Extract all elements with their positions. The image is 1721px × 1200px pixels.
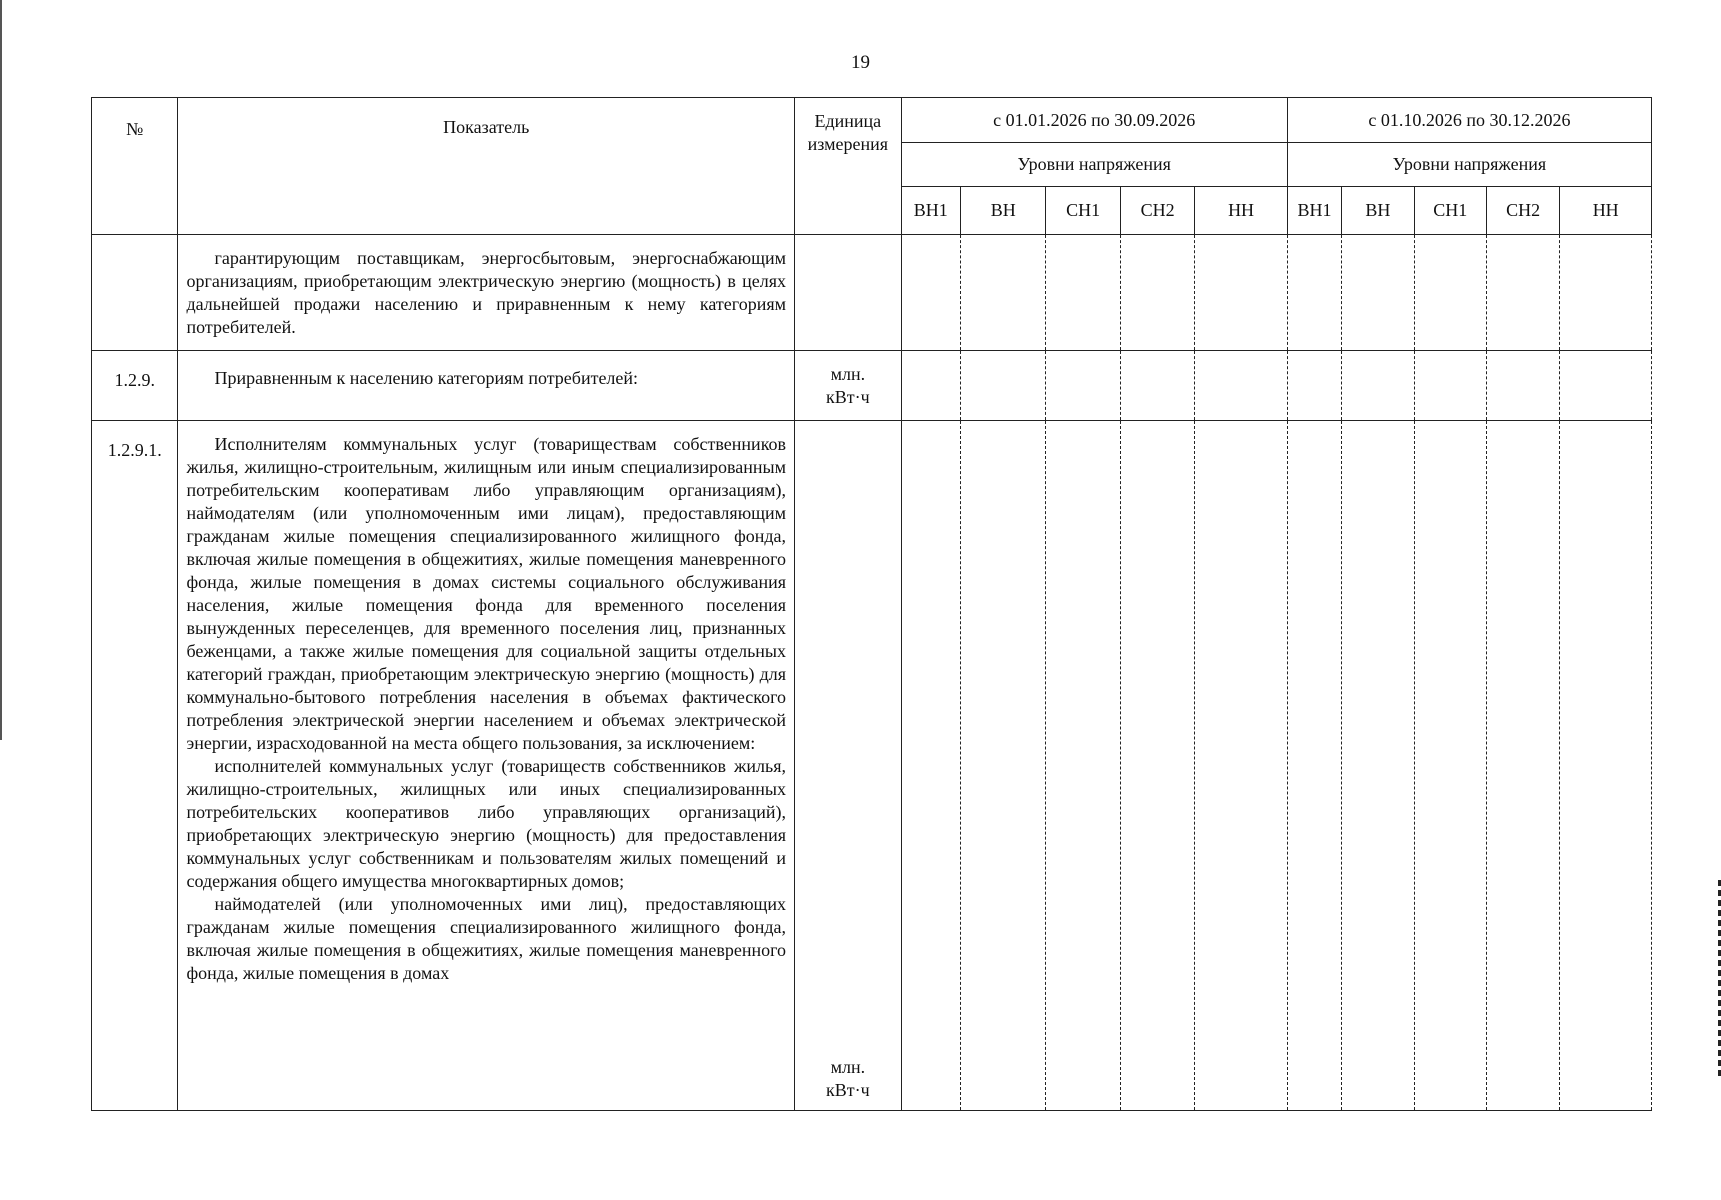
value-cell (1414, 235, 1486, 351)
value-cell (1046, 421, 1120, 1111)
row-indicator-text (178, 235, 795, 351)
scan-edge-left (0, 0, 2, 740)
code-sn2: СН2 (1120, 187, 1194, 235)
row-paragraph: Приравненным к населению категориям потребителей: (214, 368, 639, 388)
header-row-1 (92, 98, 1652, 143)
code-vn1: ВН1 (901, 187, 960, 235)
code-sn1: СН1 (1046, 187, 1120, 235)
value-cell (1120, 235, 1194, 351)
row-indicator-text (178, 351, 795, 421)
value-cell (1342, 421, 1414, 1111)
value-cell (960, 235, 1045, 351)
row-indicator-text (178, 421, 795, 1111)
value-cell (960, 351, 1045, 421)
header-no: № (92, 98, 178, 235)
row-paragraph: исполнителей коммунальных услуг (товариществ собственников жилья, жилищно-строительных, жилищных или иных специализированных потребительских кооперативов либо управляющих организаций), приобретающих электрическую энергию (мощность) для предоставления коммунальных услуг собственникам и пользователям жилых помещений и содержания общего имущества многоквартирных домов; (186, 756, 787, 891)
row-unit-line2: кВт·ч (826, 387, 870, 407)
value-cell (1195, 235, 1288, 351)
value-cell (1120, 421, 1194, 1111)
value-cell (1046, 351, 1120, 421)
table-row (92, 351, 1652, 421)
row-number: 1.2.9.1. (92, 421, 178, 1111)
value-cell (1560, 421, 1652, 1111)
value-cell (1120, 351, 1194, 421)
row-unit-line1: млн. (830, 1057, 866, 1077)
value-cell (1414, 421, 1486, 1111)
header-period-1: с 01.01.2026 по 30.09.2026 (901, 98, 1287, 143)
value-cell (1342, 351, 1414, 421)
table-row (92, 421, 1652, 1111)
row-paragraph: гарантирующим поставщикам, энергосбытовым, энергоснабжающим организациям, приобретающим электрическую энергию (мощность) в целях дальнейшей продажи населению и приравненным к нему категориям потребителей. (186, 248, 787, 337)
value-cell (1414, 351, 1486, 421)
value-cell (960, 421, 1045, 1111)
value-cell (901, 421, 960, 1111)
value-cell (1560, 351, 1652, 421)
value-cell (1287, 351, 1341, 421)
value-cell (1287, 235, 1341, 351)
row-unit (795, 351, 902, 421)
header-unit (795, 98, 902, 235)
value-cell (901, 351, 960, 421)
header-unit-line2: измерения (807, 134, 889, 154)
page-number: 19 (851, 52, 870, 73)
value-cell (901, 235, 960, 351)
code-vn: ВН (960, 187, 1045, 235)
value-cell (1486, 421, 1559, 1111)
value-cell (1287, 421, 1341, 1111)
code-vn1: ВН1 (1287, 187, 1341, 235)
header-voltage-levels-2: Уровни напряжения (1287, 143, 1651, 187)
code-vn: ВН (1342, 187, 1414, 235)
row-number (92, 235, 178, 351)
header-voltage-levels-1: Уровни напряжения (901, 143, 1287, 187)
value-cell (1342, 235, 1414, 351)
row-unit-line1: млн. (830, 364, 866, 384)
value-cell (1486, 235, 1559, 351)
value-cell (1486, 351, 1559, 421)
value-cell (1046, 235, 1120, 351)
code-nn: НН (1560, 187, 1652, 235)
tariff-table (91, 97, 1652, 1111)
header-indicator: Показатель (178, 98, 795, 235)
header-period-2: с 01.10.2026 по 30.12.2026 (1287, 98, 1651, 143)
header-unit-line1: Единица (814, 111, 882, 131)
code-sn2: СН2 (1486, 187, 1559, 235)
code-sn1: СН1 (1414, 187, 1486, 235)
row-paragraph: наймодателей (или уполномоченных ими лиц), предоставляющих гражданам жилые помещения специализированного жилищного фонда, включая жилые помещения в общежитиях, жилые помещения маневренного фонда, жилые помещения в домах (186, 894, 787, 983)
row-unit-line2: кВт·ч (826, 1080, 870, 1100)
table-row (92, 235, 1652, 351)
row-paragraph: Исполнителям коммунальных услуг (товариществам собственников жилья, жилищно-строительным, жилищным или иным специализированным потребительским кооперативам либо управляющим организациям), наймодателям (или уполномоченным ими лицам), предоставляющим гражданам жилые помещения специализированного жилищного фонда, включая жилые помещения в общежитиях, жилые помещения маневренного фонда, жилые помещения в домах системы социального обслуживания населения, жилые помещения фонда для временного поселения вынужденных переселенцев, для временного поселения лиц, признанных беженцами, а также жилые помещения для социальной защиты отдельных категорий граждан, приобретающим электрическую энергию (мощность) для коммунально-бытового потребления населения в объемах фактического потребления электрической энергии населением и объемах электрической энергии, израсходованной на места общего пользования, за исключением: (186, 434, 787, 753)
row-unit (795, 235, 902, 351)
row-unit (795, 421, 902, 1111)
value-cell (1195, 351, 1288, 421)
value-cell (1195, 421, 1288, 1111)
value-cell (1560, 235, 1652, 351)
row-number: 1.2.9. (92, 351, 178, 421)
code-nn: НН (1195, 187, 1288, 235)
